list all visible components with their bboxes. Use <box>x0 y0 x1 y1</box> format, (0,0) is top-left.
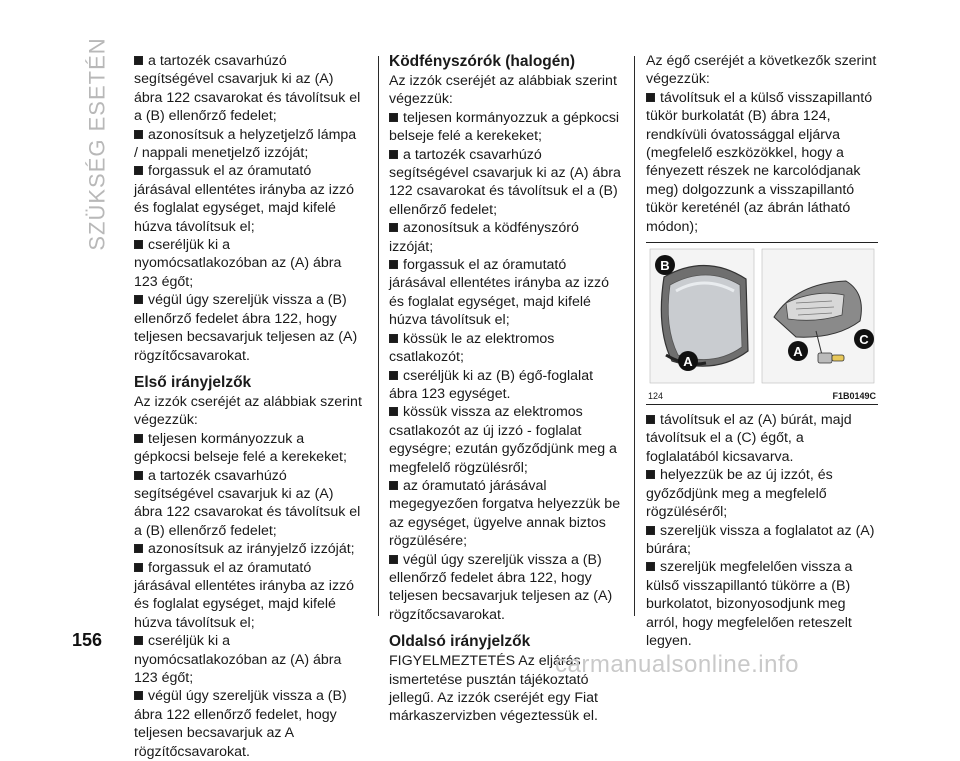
label-a2: A <box>793 344 803 360</box>
checkbox-bullet-icon <box>134 166 143 175</box>
checkbox-bullet-icon <box>134 691 143 700</box>
column-divider-1 <box>378 56 379 616</box>
intro-text: Az izzók cseréjét az alábbiak szerint végezzük: <box>134 393 362 429</box>
checkbox-bullet-icon <box>389 260 398 269</box>
checkbox-bullet-icon <box>134 544 143 553</box>
warning-text: FIGYELMEZTETÉS Az eljárás ismertetése pusztán tájékoztató jellegű. Az izzók cseréjét egy Fiat márkaszervizben végeztessük el. <box>389 653 598 725</box>
figure-number: 124 <box>648 391 664 402</box>
checkbox-bullet-icon <box>134 130 143 139</box>
heading-front-indicators: Első irányjelzők <box>134 373 252 391</box>
list-item: forgassuk el az óramutató járásával ellentétes irányba az izzó és foglalat egységet, majd kifelé húzva távolítsuk el; <box>134 163 355 235</box>
list-item: cseréljük ki a nyomócsatlakozóban az (A) ábra 123 égőt; <box>134 237 342 290</box>
list-item: cseréljük ki a nyomócsatlakozóban az (A) ábra 123 égőt; <box>134 633 342 686</box>
list-item: a tartozék csavarhúzó segítségével csavarjuk ki az (A) ábra 122 csavarokat és távolítsuk el a (B) ellenőrző fedelet; <box>389 146 621 218</box>
list-item: távolítsuk el a külső visszapillantó tükör burkolatát (B) ábra 124, rendkívüli óvatossággal eljárva (megfelelő eszközökkel, hogy a fényezett részek ne karcolódjanak meg) dolgozzunk a visszapillantó tükör kereténél (az ábrán látható módon); <box>646 89 873 235</box>
list-item: azonosítsuk a helyzetjelző lámpa / nappali menetjelző izzóját; <box>134 126 357 162</box>
list-item: szereljük vissza a foglalatot az (A) búrára; <box>646 522 875 557</box>
list-item: a tartozék csavarhúzó segítségével csavarjuk ki az (A) ábra 122 csavarokat és távolítsuk el a (B) ellenőrző fedelet; <box>134 467 361 539</box>
figure-caption <box>646 388 878 405</box>
checkbox-bullet-icon <box>389 150 398 159</box>
checkbox-bullet-icon <box>389 223 398 232</box>
list-item: forgassuk el az óramutató járásával ellentétes irányba az izzó és foglalat egységet, majd kifelé húzva távolítsuk el; <box>389 257 610 329</box>
checkbox-bullet-icon <box>646 415 655 424</box>
list-item: cseréljük ki az (B) égő-foglalat ábra 123 egységet. <box>389 367 594 402</box>
section-title-vertical <box>84 37 112 251</box>
heading-side-indicators: Oldalsó irányjelzők <box>389 633 531 651</box>
checkbox-bullet-icon <box>134 240 143 249</box>
checkbox-bullet-icon <box>389 407 398 416</box>
heading-fog-lights: Ködfényszórók (halogén) <box>389 53 576 70</box>
list-item: forgassuk el az óramutató járásával ellentétes irányba az izzó és foglalat egységet, majd kifelé húzva távolítsuk el; <box>134 559 355 631</box>
checkbox-bullet-icon <box>134 295 143 304</box>
list-item: azonosítsuk az irányjelző izzóját; <box>134 540 364 558</box>
list-item: teljesen kormányozzuk a gépkocsi belseje felé a kerekeket; <box>389 109 620 145</box>
column-divider-2 <box>634 56 635 616</box>
checkbox-bullet-icon <box>134 636 143 645</box>
column-1 <box>134 52 364 761</box>
list-item: távolítsuk el az (A) búrát, majd távolítsuk el a (C) égőt, a foglalatából kicsavarva. <box>646 412 852 465</box>
label-a1: A <box>683 354 693 370</box>
list-item: kössük le az elektromos csatlakozót; <box>389 330 555 366</box>
checkbox-bullet-icon <box>134 56 143 65</box>
checkbox-bullet-icon <box>646 93 655 102</box>
list-item: a tartozék csavarhúzó segítségével csavarjuk ki az (A) ábra 122 csavarokat és távolítsuk el a (B) ellenőrző fedelet; <box>134 53 361 125</box>
list-item: azonosítsuk a ködfényszóró izzóját; <box>389 220 579 255</box>
checkbox-bullet-icon <box>134 563 143 572</box>
figure-code: F1B0149C <box>832 391 876 402</box>
list-item: végül úgy szereljük vissza a (B) ábra 122 ellenőrző fedelet, hogy teljesen becsavarjuk az A rögzítőcsavarokat. <box>134 688 347 760</box>
checkbox-bullet-icon <box>389 334 398 343</box>
label-c: C <box>859 332 869 348</box>
watermark: carmanualsonline.info <box>555 651 799 678</box>
checkbox-bullet-icon <box>389 555 398 564</box>
checkbox-bullet-icon <box>134 471 143 480</box>
figure-124-mirror <box>646 242 878 388</box>
label-b: B <box>660 258 670 274</box>
list-item: kössük vissza az elektromos csatlakozót az új izzó - foglalat egységre; ezután győződjünk meg a megfelelő rögzülésről; <box>389 404 617 476</box>
mirror-illustration <box>646 243 878 388</box>
checkbox-bullet-icon <box>389 113 398 122</box>
list-item: teljesen kormányozzuk a gépkocsi belseje felé a kerekeket; <box>134 430 347 466</box>
intro-text: Az égő cseréjét a következők szerint végezzük: <box>646 53 877 88</box>
section-title-text: SZÜKSÉG ESETÉN <box>85 37 110 251</box>
checkbox-bullet-icon <box>389 371 398 380</box>
checkbox-bullet-icon <box>389 481 398 490</box>
list-item: végül úgy szereljük vissza a (B) ellenőrző fedelet ábra 122, hogy teljesen becsavarjuk teljesen az (A) rögzítőcsavarokat. <box>389 551 613 623</box>
column-3 <box>646 52 878 650</box>
column-2 <box>389 52 624 726</box>
list-item: szereljük megfelelően vissza a külső visszapillantó tükörre a (B) burkolatot, bizonyosodjunk meg arról, hogy megfelelően reteszelt legyen. <box>646 559 853 649</box>
checkbox-bullet-icon <box>646 470 655 479</box>
list-item: az óramutató járásával megegyezően forgatva helyezzük be az egységet, ügyelve annak biztos rögzülésére; <box>389 477 621 550</box>
intro-text: Az izzók cseréjét az alábbiak szerint végezzük: <box>389 73 617 108</box>
checkbox-bullet-icon <box>646 526 655 535</box>
list-item: végül úgy szereljük vissza a (B) ellenőrző fedelet ábra 122, hogy teljesen becsavarjuk teljesen az (A) rögzítőcsavarokat. <box>134 292 358 364</box>
checkbox-bullet-icon <box>134 434 143 443</box>
list-item: helyezzük be az új izzót, és győződjünk meg a megfelelő rögzüléséről; <box>646 467 833 521</box>
page-number: 156 <box>72 630 103 650</box>
checkbox-bullet-icon <box>646 562 655 571</box>
